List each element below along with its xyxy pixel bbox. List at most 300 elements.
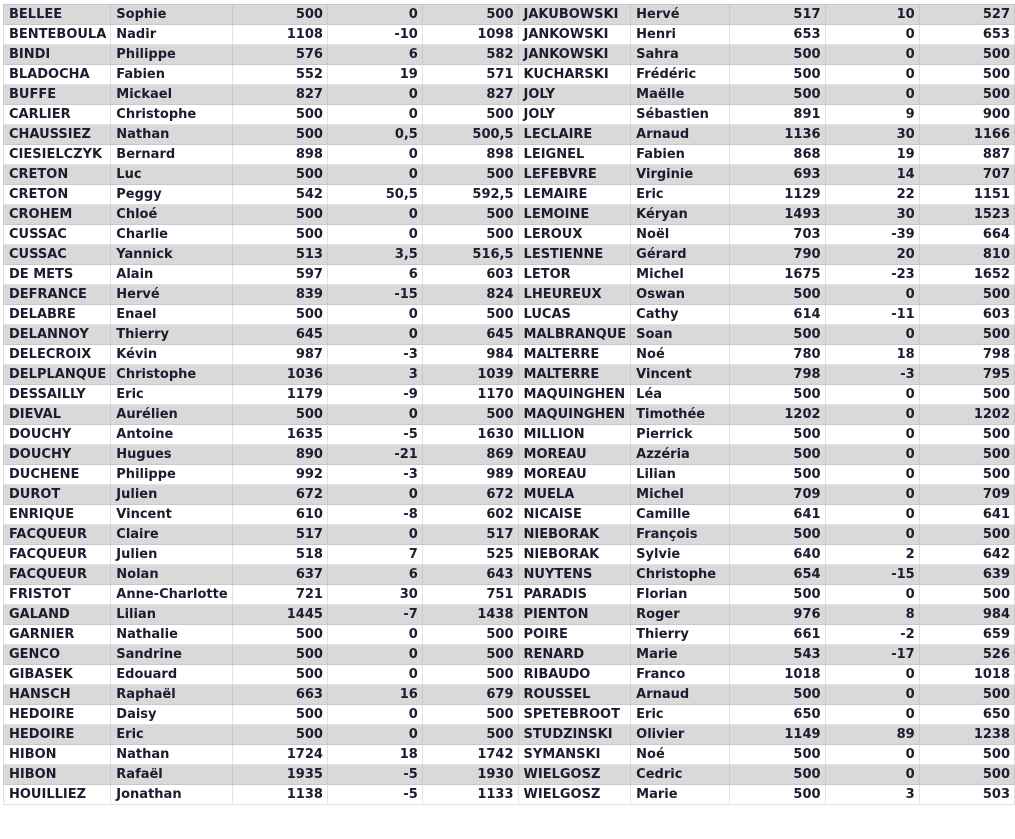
right-last-name-cell[interactable]: WIELGOSZ bbox=[518, 765, 631, 785]
right-total-cell[interactable]: 798 bbox=[919, 345, 1014, 365]
right-last-name-cell[interactable]: ROUSSEL bbox=[518, 685, 631, 705]
left-delta-cell[interactable]: -5 bbox=[327, 425, 422, 445]
left-last-name-cell[interactable]: DUROT bbox=[4, 485, 111, 505]
right-base-cell[interactable]: 500 bbox=[730, 745, 825, 765]
left-total-cell[interactable]: 517 bbox=[422, 525, 518, 545]
left-last-name-cell[interactable]: DIEVAL bbox=[4, 405, 111, 425]
right-first-name-cell[interactable]: Soan bbox=[631, 325, 730, 345]
left-last-name-cell[interactable]: GENCO bbox=[4, 645, 111, 665]
left-total-cell[interactable]: 827 bbox=[422, 85, 518, 105]
left-base-cell[interactable]: 898 bbox=[232, 145, 327, 165]
right-last-name-cell[interactable]: SPETEBROOT bbox=[518, 705, 631, 725]
left-delta-cell[interactable]: 0 bbox=[327, 225, 422, 245]
right-total-cell[interactable]: 709 bbox=[919, 485, 1014, 505]
right-last-name-cell[interactable]: LECLAIRE bbox=[518, 125, 631, 145]
left-first-name-cell[interactable]: Christophe bbox=[111, 105, 232, 125]
left-total-cell[interactable]: 571 bbox=[422, 65, 518, 85]
left-total-cell[interactable]: 500 bbox=[422, 105, 518, 125]
right-delta-cell[interactable]: 20 bbox=[825, 245, 919, 265]
right-total-cell[interactable]: 500 bbox=[919, 385, 1014, 405]
left-delta-cell[interactable]: 16 bbox=[327, 685, 422, 705]
right-total-cell[interactable]: 984 bbox=[919, 605, 1014, 625]
left-first-name-cell[interactable]: Nathan bbox=[111, 745, 232, 765]
right-last-name-cell[interactable]: NICAISE bbox=[518, 505, 631, 525]
left-last-name-cell[interactable]: HOUILLIEZ bbox=[4, 785, 111, 805]
right-last-name-cell[interactable]: MALTERRE bbox=[518, 345, 631, 365]
left-last-name-cell[interactable]: ENRIQUE bbox=[4, 505, 111, 525]
left-base-cell[interactable]: 1635 bbox=[232, 425, 327, 445]
right-total-cell[interactable]: 603 bbox=[919, 305, 1014, 325]
left-delta-cell[interactable]: 0 bbox=[327, 725, 422, 745]
right-first-name-cell[interactable]: Azzéria bbox=[631, 445, 730, 465]
left-last-name-cell[interactable]: GARNIER bbox=[4, 625, 111, 645]
left-last-name-cell[interactable]: CROHEM bbox=[4, 205, 111, 225]
right-delta-cell[interactable]: 2 bbox=[825, 545, 919, 565]
left-last-name-cell[interactable]: DESSAILLY bbox=[4, 385, 111, 405]
left-delta-cell[interactable]: 0,5 bbox=[327, 125, 422, 145]
left-base-cell[interactable]: 597 bbox=[232, 265, 327, 285]
right-first-name-cell[interactable]: Noël bbox=[631, 225, 730, 245]
left-delta-cell[interactable]: -10 bbox=[327, 25, 422, 45]
left-first-name-cell[interactable]: Chloé bbox=[111, 205, 232, 225]
left-delta-cell[interactable]: 7 bbox=[327, 545, 422, 565]
left-total-cell[interactable]: 500 bbox=[422, 405, 518, 425]
right-last-name-cell[interactable]: NIEBORAK bbox=[518, 545, 631, 565]
left-base-cell[interactable]: 890 bbox=[232, 445, 327, 465]
left-delta-cell[interactable]: 0 bbox=[327, 85, 422, 105]
left-last-name-cell[interactable]: DEFRANCE bbox=[4, 285, 111, 305]
right-first-name-cell[interactable]: Eric bbox=[631, 705, 730, 725]
left-base-cell[interactable]: 500 bbox=[232, 405, 327, 425]
right-first-name-cell[interactable]: Maëlle bbox=[631, 85, 730, 105]
right-base-cell[interactable]: 500 bbox=[730, 785, 825, 805]
right-base-cell[interactable]: 790 bbox=[730, 245, 825, 265]
left-base-cell[interactable]: 1036 bbox=[232, 365, 327, 385]
left-first-name-cell[interactable]: Luc bbox=[111, 165, 232, 185]
left-first-name-cell[interactable]: Anne-Charlotte bbox=[111, 585, 232, 605]
left-last-name-cell[interactable]: CUSSAC bbox=[4, 225, 111, 245]
right-base-cell[interactable]: 500 bbox=[730, 85, 825, 105]
left-total-cell[interactable]: 500 bbox=[422, 645, 518, 665]
right-delta-cell[interactable]: 22 bbox=[825, 185, 919, 205]
left-total-cell[interactable]: 989 bbox=[422, 465, 518, 485]
right-first-name-cell[interactable]: Camille bbox=[631, 505, 730, 525]
left-first-name-cell[interactable]: Philippe bbox=[111, 45, 232, 65]
right-last-name-cell[interactable]: KUCHARSKI bbox=[518, 65, 631, 85]
left-first-name-cell[interactable]: Christophe bbox=[111, 365, 232, 385]
right-total-cell[interactable]: 500 bbox=[919, 325, 1014, 345]
right-last-name-cell[interactable]: LESTIENNE bbox=[518, 245, 631, 265]
right-first-name-cell[interactable]: Sahra bbox=[631, 45, 730, 65]
right-total-cell[interactable]: 1523 bbox=[919, 205, 1014, 225]
right-base-cell[interactable]: 500 bbox=[730, 325, 825, 345]
left-base-cell[interactable]: 637 bbox=[232, 565, 327, 585]
left-first-name-cell[interactable]: Enael bbox=[111, 305, 232, 325]
left-delta-cell[interactable]: 0 bbox=[327, 705, 422, 725]
right-last-name-cell[interactable]: MAQUINGHEN bbox=[518, 385, 631, 405]
right-base-cell[interactable]: 500 bbox=[730, 765, 825, 785]
left-total-cell[interactable]: 824 bbox=[422, 285, 518, 305]
left-delta-cell[interactable]: 0 bbox=[327, 325, 422, 345]
left-total-cell[interactable]: 500 bbox=[422, 165, 518, 185]
right-total-cell[interactable]: 1151 bbox=[919, 185, 1014, 205]
right-delta-cell[interactable]: 0 bbox=[825, 665, 919, 685]
left-delta-cell[interactable]: -5 bbox=[327, 765, 422, 785]
left-base-cell[interactable]: 645 bbox=[232, 325, 327, 345]
left-total-cell[interactable]: 500 bbox=[422, 705, 518, 725]
left-base-cell[interactable]: 992 bbox=[232, 465, 327, 485]
right-delta-cell[interactable]: 0 bbox=[825, 465, 919, 485]
right-last-name-cell[interactable]: WIELGOSZ bbox=[518, 785, 631, 805]
left-total-cell[interactable]: 500 bbox=[422, 625, 518, 645]
right-base-cell[interactable]: 500 bbox=[730, 425, 825, 445]
right-first-name-cell[interactable]: Cedric bbox=[631, 765, 730, 785]
right-base-cell[interactable]: 976 bbox=[730, 605, 825, 625]
right-last-name-cell[interactable]: JOLY bbox=[518, 105, 631, 125]
left-delta-cell[interactable]: 50,5 bbox=[327, 185, 422, 205]
left-last-name-cell[interactable]: CHAUSSIEZ bbox=[4, 125, 111, 145]
right-last-name-cell[interactable]: MALTERRE bbox=[518, 365, 631, 385]
right-base-cell[interactable]: 517 bbox=[730, 5, 825, 25]
left-delta-cell[interactable]: 6 bbox=[327, 45, 422, 65]
right-total-cell[interactable]: 500 bbox=[919, 425, 1014, 445]
left-total-cell[interactable]: 984 bbox=[422, 345, 518, 365]
right-last-name-cell[interactable]: MOREAU bbox=[518, 445, 631, 465]
right-last-name-cell[interactable]: MUELA bbox=[518, 485, 631, 505]
right-last-name-cell[interactable]: RIBAUDO bbox=[518, 665, 631, 685]
left-base-cell[interactable]: 1108 bbox=[232, 25, 327, 45]
left-last-name-cell[interactable]: FACQUEUR bbox=[4, 525, 111, 545]
left-base-cell[interactable]: 513 bbox=[232, 245, 327, 265]
right-total-cell[interactable]: 642 bbox=[919, 545, 1014, 565]
left-total-cell[interactable]: 516,5 bbox=[422, 245, 518, 265]
right-last-name-cell[interactable]: LEROUX bbox=[518, 225, 631, 245]
right-base-cell[interactable]: 543 bbox=[730, 645, 825, 665]
right-base-cell[interactable]: 661 bbox=[730, 625, 825, 645]
right-last-name-cell[interactable]: STUDZINSKI bbox=[518, 725, 631, 745]
right-delta-cell[interactable]: 0 bbox=[825, 425, 919, 445]
right-total-cell[interactable]: 653 bbox=[919, 25, 1014, 45]
right-base-cell[interactable]: 1136 bbox=[730, 125, 825, 145]
right-base-cell[interactable]: 868 bbox=[730, 145, 825, 165]
left-first-name-cell[interactable]: Hervé bbox=[111, 285, 232, 305]
right-total-cell[interactable]: 500 bbox=[919, 465, 1014, 485]
right-first-name-cell[interactable]: Pierrick bbox=[631, 425, 730, 445]
right-first-name-cell[interactable]: Frédéric bbox=[631, 65, 730, 85]
left-last-name-cell[interactable]: HEDOIRE bbox=[4, 705, 111, 725]
right-base-cell[interactable]: 891 bbox=[730, 105, 825, 125]
right-base-cell[interactable]: 1493 bbox=[730, 205, 825, 225]
right-delta-cell[interactable]: 3 bbox=[825, 785, 919, 805]
right-first-name-cell[interactable]: Cathy bbox=[631, 305, 730, 325]
right-first-name-cell[interactable]: Noé bbox=[631, 345, 730, 365]
right-delta-cell[interactable]: 0 bbox=[825, 745, 919, 765]
left-base-cell[interactable]: 500 bbox=[232, 665, 327, 685]
right-total-cell[interactable]: 887 bbox=[919, 145, 1014, 165]
left-delta-cell[interactable]: -21 bbox=[327, 445, 422, 465]
right-total-cell[interactable]: 810 bbox=[919, 245, 1014, 265]
right-last-name-cell[interactable]: LEFEBVRE bbox=[518, 165, 631, 185]
right-total-cell[interactable]: 1238 bbox=[919, 725, 1014, 745]
right-delta-cell[interactable]: 14 bbox=[825, 165, 919, 185]
right-delta-cell[interactable]: 19 bbox=[825, 145, 919, 165]
left-first-name-cell[interactable]: Vincent bbox=[111, 505, 232, 525]
left-last-name-cell[interactable]: CUSSAC bbox=[4, 245, 111, 265]
left-last-name-cell[interactable]: BINDI bbox=[4, 45, 111, 65]
right-total-cell[interactable]: 1018 bbox=[919, 665, 1014, 685]
left-total-cell[interactable]: 582 bbox=[422, 45, 518, 65]
left-delta-cell[interactable]: 0 bbox=[327, 485, 422, 505]
left-total-cell[interactable]: 1930 bbox=[422, 765, 518, 785]
left-first-name-cell[interactable]: Yannick bbox=[111, 245, 232, 265]
left-base-cell[interactable]: 839 bbox=[232, 285, 327, 305]
left-last-name-cell[interactable]: GIBASEK bbox=[4, 665, 111, 685]
right-base-cell[interactable]: 640 bbox=[730, 545, 825, 565]
left-last-name-cell[interactable]: DELECROIX bbox=[4, 345, 111, 365]
left-base-cell[interactable]: 500 bbox=[232, 625, 327, 645]
left-first-name-cell[interactable]: Bernard bbox=[111, 145, 232, 165]
left-total-cell[interactable]: 898 bbox=[422, 145, 518, 165]
right-base-cell[interactable]: 1202 bbox=[730, 405, 825, 425]
left-base-cell[interactable]: 500 bbox=[232, 125, 327, 145]
left-first-name-cell[interactable]: Aurélien bbox=[111, 405, 232, 425]
left-base-cell[interactable]: 500 bbox=[232, 305, 327, 325]
right-delta-cell[interactable]: 0 bbox=[825, 705, 919, 725]
left-delta-cell[interactable]: -5 bbox=[327, 785, 422, 805]
left-total-cell[interactable]: 602 bbox=[422, 505, 518, 525]
right-delta-cell[interactable]: -15 bbox=[825, 565, 919, 585]
right-last-name-cell[interactable]: LEMOINE bbox=[518, 205, 631, 225]
right-first-name-cell[interactable]: Virginie bbox=[631, 165, 730, 185]
left-base-cell[interactable]: 500 bbox=[232, 225, 327, 245]
left-last-name-cell[interactable]: HIBON bbox=[4, 745, 111, 765]
right-total-cell[interactable]: 526 bbox=[919, 645, 1014, 665]
left-last-name-cell[interactable]: FACQUEUR bbox=[4, 545, 111, 565]
left-last-name-cell[interactable]: DUCHENE bbox=[4, 465, 111, 485]
right-last-name-cell[interactable]: JANKOWSKI bbox=[518, 45, 631, 65]
left-delta-cell[interactable]: 0 bbox=[327, 525, 422, 545]
right-last-name-cell[interactable]: PIENTON bbox=[518, 605, 631, 625]
left-total-cell[interactable]: 1170 bbox=[422, 385, 518, 405]
right-delta-cell[interactable]: 0 bbox=[825, 285, 919, 305]
left-total-cell[interactable]: 643 bbox=[422, 565, 518, 585]
left-last-name-cell[interactable]: HIBON bbox=[4, 765, 111, 785]
left-last-name-cell[interactable]: FACQUEUR bbox=[4, 565, 111, 585]
left-last-name-cell[interactable]: DELANNOY bbox=[4, 325, 111, 345]
left-first-name-cell[interactable]: Nathalie bbox=[111, 625, 232, 645]
right-delta-cell[interactable]: -11 bbox=[825, 305, 919, 325]
right-delta-cell[interactable]: 0 bbox=[825, 385, 919, 405]
left-last-name-cell[interactable]: DOUCHY bbox=[4, 445, 111, 465]
right-first-name-cell[interactable]: Eric bbox=[631, 185, 730, 205]
left-delta-cell[interactable]: 0 bbox=[327, 105, 422, 125]
right-last-name-cell[interactable]: MILLION bbox=[518, 425, 631, 445]
right-first-name-cell[interactable]: Marie bbox=[631, 645, 730, 665]
left-first-name-cell[interactable]: Philippe bbox=[111, 465, 232, 485]
left-base-cell[interactable]: 672 bbox=[232, 485, 327, 505]
right-last-name-cell[interactable]: PARADIS bbox=[518, 585, 631, 605]
right-base-cell[interactable]: 654 bbox=[730, 565, 825, 585]
right-base-cell[interactable]: 703 bbox=[730, 225, 825, 245]
left-delta-cell[interactable]: 0 bbox=[327, 645, 422, 665]
right-total-cell[interactable]: 500 bbox=[919, 85, 1014, 105]
right-first-name-cell[interactable]: Florian bbox=[631, 585, 730, 605]
left-delta-cell[interactable]: -3 bbox=[327, 345, 422, 365]
left-first-name-cell[interactable]: Raphaël bbox=[111, 685, 232, 705]
left-first-name-cell[interactable]: Julien bbox=[111, 485, 232, 505]
right-last-name-cell[interactable]: LETOR bbox=[518, 265, 631, 285]
right-first-name-cell[interactable]: François bbox=[631, 525, 730, 545]
right-first-name-cell[interactable]: Michel bbox=[631, 265, 730, 285]
right-first-name-cell[interactable]: Michel bbox=[631, 485, 730, 505]
left-last-name-cell[interactable]: HEDOIRE bbox=[4, 725, 111, 745]
right-first-name-cell[interactable]: Franco bbox=[631, 665, 730, 685]
right-delta-cell[interactable]: 9 bbox=[825, 105, 919, 125]
left-base-cell[interactable]: 500 bbox=[232, 5, 327, 25]
right-base-cell[interactable]: 500 bbox=[730, 445, 825, 465]
left-base-cell[interactable]: 610 bbox=[232, 505, 327, 525]
right-first-name-cell[interactable]: Olivier bbox=[631, 725, 730, 745]
left-delta-cell[interactable]: 0 bbox=[327, 165, 422, 185]
right-last-name-cell[interactable]: MALBRANQUE bbox=[518, 325, 631, 345]
right-last-name-cell[interactable]: LHEUREUX bbox=[518, 285, 631, 305]
right-total-cell[interactable]: 500 bbox=[919, 285, 1014, 305]
right-last-name-cell[interactable]: RENARD bbox=[518, 645, 631, 665]
right-total-cell[interactable]: 500 bbox=[919, 65, 1014, 85]
left-first-name-cell[interactable]: Eric bbox=[111, 725, 232, 745]
right-last-name-cell[interactable]: POIRE bbox=[518, 625, 631, 645]
left-total-cell[interactable]: 500 bbox=[422, 725, 518, 745]
right-last-name-cell[interactable]: MOREAU bbox=[518, 465, 631, 485]
right-total-cell[interactable]: 527 bbox=[919, 5, 1014, 25]
right-total-cell[interactable]: 503 bbox=[919, 785, 1014, 805]
left-first-name-cell[interactable]: Alain bbox=[111, 265, 232, 285]
left-first-name-cell[interactable]: Sophie bbox=[111, 5, 232, 25]
right-delta-cell[interactable]: 10 bbox=[825, 5, 919, 25]
left-delta-cell[interactable]: -9 bbox=[327, 385, 422, 405]
right-delta-cell[interactable]: 30 bbox=[825, 125, 919, 145]
left-last-name-cell[interactable]: CIESIELCZYK bbox=[4, 145, 111, 165]
right-delta-cell[interactable]: 0 bbox=[825, 405, 919, 425]
right-total-cell[interactable]: 707 bbox=[919, 165, 1014, 185]
right-base-cell[interactable]: 780 bbox=[730, 345, 825, 365]
left-last-name-cell[interactable]: BLADOCHA bbox=[4, 65, 111, 85]
right-last-name-cell[interactable]: LUCAS bbox=[518, 305, 631, 325]
right-delta-cell[interactable]: 0 bbox=[825, 25, 919, 45]
left-total-cell[interactable]: 672 bbox=[422, 485, 518, 505]
left-total-cell[interactable]: 751 bbox=[422, 585, 518, 605]
left-delta-cell[interactable]: -3 bbox=[327, 465, 422, 485]
right-total-cell[interactable]: 659 bbox=[919, 625, 1014, 645]
right-delta-cell[interactable]: 0 bbox=[825, 765, 919, 785]
left-last-name-cell[interactable]: BUFFE bbox=[4, 85, 111, 105]
left-base-cell[interactable]: 517 bbox=[232, 525, 327, 545]
right-first-name-cell[interactable]: Marie bbox=[631, 785, 730, 805]
left-delta-cell[interactable]: -7 bbox=[327, 605, 422, 625]
left-delta-cell[interactable]: 19 bbox=[327, 65, 422, 85]
left-delta-cell[interactable]: 0 bbox=[327, 145, 422, 165]
right-first-name-cell[interactable]: Christophe bbox=[631, 565, 730, 585]
right-delta-cell[interactable]: -2 bbox=[825, 625, 919, 645]
right-last-name-cell[interactable]: JOLY bbox=[518, 85, 631, 105]
left-last-name-cell[interactable]: DOUCHY bbox=[4, 425, 111, 445]
right-delta-cell[interactable]: 8 bbox=[825, 605, 919, 625]
right-delta-cell[interactable]: 0 bbox=[825, 85, 919, 105]
right-first-name-cell[interactable]: Fabien bbox=[631, 145, 730, 165]
left-base-cell[interactable]: 542 bbox=[232, 185, 327, 205]
left-total-cell[interactable]: 1742 bbox=[422, 745, 518, 765]
right-base-cell[interactable]: 500 bbox=[730, 45, 825, 65]
right-base-cell[interactable]: 1018 bbox=[730, 665, 825, 685]
right-total-cell[interactable]: 639 bbox=[919, 565, 1014, 585]
left-base-cell[interactable]: 576 bbox=[232, 45, 327, 65]
right-delta-cell[interactable]: 0 bbox=[825, 325, 919, 345]
right-base-cell[interactable]: 798 bbox=[730, 365, 825, 385]
left-total-cell[interactable]: 500 bbox=[422, 305, 518, 325]
left-delta-cell[interactable]: 0 bbox=[327, 405, 422, 425]
right-delta-cell[interactable]: -3 bbox=[825, 365, 919, 385]
right-delta-cell[interactable]: 0 bbox=[825, 45, 919, 65]
right-first-name-cell[interactable]: Henri bbox=[631, 25, 730, 45]
right-first-name-cell[interactable]: Arnaud bbox=[631, 685, 730, 705]
right-base-cell[interactable]: 500 bbox=[730, 285, 825, 305]
left-last-name-cell[interactable]: HANSCH bbox=[4, 685, 111, 705]
right-total-cell[interactable]: 1202 bbox=[919, 405, 1014, 425]
right-first-name-cell[interactable]: Timothée bbox=[631, 405, 730, 425]
left-base-cell[interactable]: 1179 bbox=[232, 385, 327, 405]
left-first-name-cell[interactable]: Antoine bbox=[111, 425, 232, 445]
right-last-name-cell[interactable]: JAKUBOWSKI bbox=[518, 5, 631, 25]
right-base-cell[interactable]: 500 bbox=[730, 65, 825, 85]
left-total-cell[interactable]: 679 bbox=[422, 685, 518, 705]
left-base-cell[interactable]: 827 bbox=[232, 85, 327, 105]
right-base-cell[interactable]: 500 bbox=[730, 385, 825, 405]
right-first-name-cell[interactable]: Sylvie bbox=[631, 545, 730, 565]
left-last-name-cell[interactable]: CRETON bbox=[4, 185, 111, 205]
right-delta-cell[interactable]: 0 bbox=[825, 505, 919, 525]
right-total-cell[interactable]: 500 bbox=[919, 45, 1014, 65]
right-total-cell[interactable]: 500 bbox=[919, 585, 1014, 605]
left-total-cell[interactable]: 869 bbox=[422, 445, 518, 465]
left-base-cell[interactable]: 500 bbox=[232, 645, 327, 665]
right-last-name-cell[interactable]: NIEBORAK bbox=[518, 525, 631, 545]
left-first-name-cell[interactable]: Lilian bbox=[111, 605, 232, 625]
left-base-cell[interactable]: 721 bbox=[232, 585, 327, 605]
right-base-cell[interactable]: 500 bbox=[730, 585, 825, 605]
right-first-name-cell[interactable]: Roger bbox=[631, 605, 730, 625]
right-total-cell[interactable]: 500 bbox=[919, 765, 1014, 785]
left-total-cell[interactable]: 592,5 bbox=[422, 185, 518, 205]
right-delta-cell[interactable]: 0 bbox=[825, 445, 919, 465]
left-last-name-cell[interactable]: DELPLANQUE bbox=[4, 365, 111, 385]
left-delta-cell[interactable]: 30 bbox=[327, 585, 422, 605]
left-base-cell[interactable]: 500 bbox=[232, 105, 327, 125]
right-total-cell[interactable]: 664 bbox=[919, 225, 1014, 245]
left-last-name-cell[interactable]: FRISTOT bbox=[4, 585, 111, 605]
left-total-cell[interactable]: 500 bbox=[422, 665, 518, 685]
left-first-name-cell[interactable]: Mickael bbox=[111, 85, 232, 105]
left-first-name-cell[interactable]: Julien bbox=[111, 545, 232, 565]
right-last-name-cell[interactable]: MAQUINGHEN bbox=[518, 405, 631, 425]
right-base-cell[interactable]: 641 bbox=[730, 505, 825, 525]
right-delta-cell[interactable]: -39 bbox=[825, 225, 919, 245]
left-base-cell[interactable]: 1935 bbox=[232, 765, 327, 785]
right-total-cell[interactable]: 650 bbox=[919, 705, 1014, 725]
right-delta-cell[interactable]: -17 bbox=[825, 645, 919, 665]
left-last-name-cell[interactable]: CRETON bbox=[4, 165, 111, 185]
right-base-cell[interactable]: 1149 bbox=[730, 725, 825, 745]
right-first-name-cell[interactable]: Lilian bbox=[631, 465, 730, 485]
